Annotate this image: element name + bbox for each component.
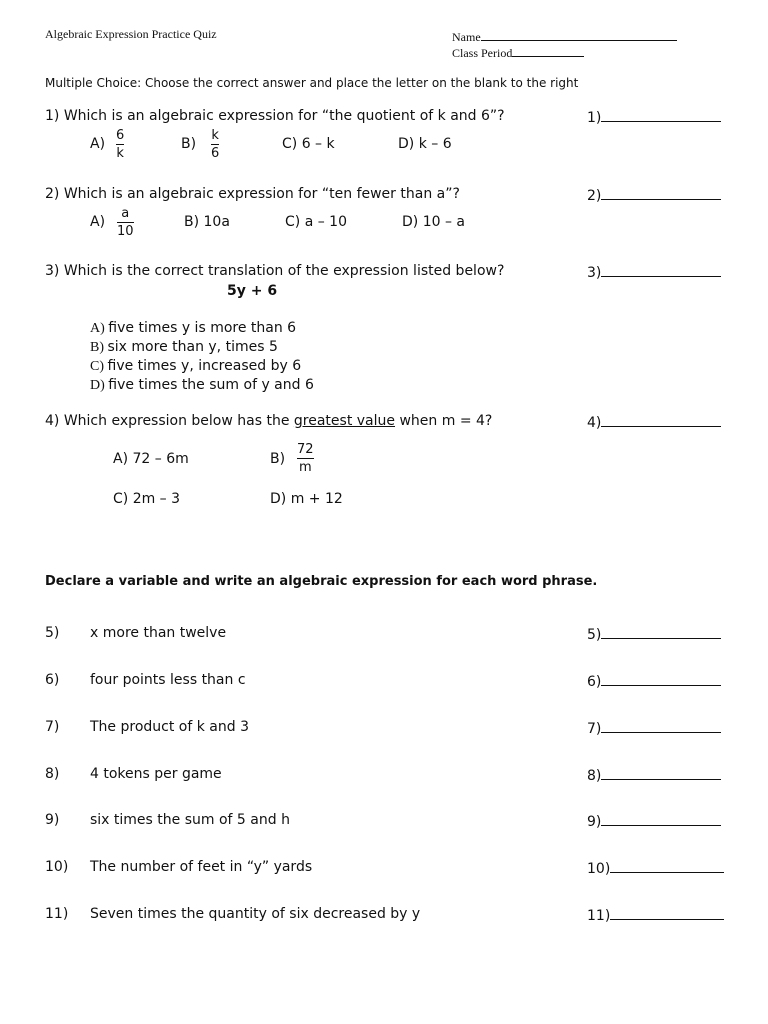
phrase-number: 9) (45, 812, 60, 828)
name-blank[interactable] (481, 27, 677, 41)
phrase-text: 4 tokens per game (90, 766, 222, 782)
phrase-text: x more than twelve (90, 625, 227, 641)
q3-option-a: A) five times y is more than 6 (90, 320, 297, 336)
q3-option-d: D) five times the sum of y and 6 (90, 377, 314, 393)
q3-option-c: C) five times y, increased by 6 (90, 358, 302, 374)
q1-option-d: D) k – 6 (398, 136, 452, 152)
q1-option-b-fraction: k 6 (211, 128, 220, 161)
phrase-number: 11) (45, 906, 69, 922)
answer-blank-3[interactable]: 3) (587, 263, 721, 281)
q1-option-b-letter: B) (181, 136, 197, 152)
q3-option-b: B) six more than y, times 5 (90, 339, 278, 355)
answer-blank[interactable]: 8) (587, 766, 721, 784)
q4-option-d: D) m + 12 (270, 491, 343, 507)
name-label: Name (452, 30, 481, 44)
answer-blank-2[interactable]: 2) (587, 186, 721, 204)
answer-blank[interactable]: 9) (587, 812, 721, 830)
question-4 (45, 413, 492, 429)
question-text-underlined: greatest value (293, 413, 396, 429)
question-3 (45, 263, 504, 279)
phrase-text: four points less than c (90, 672, 246, 688)
q4-option-a: A) 72 – 6m (113, 451, 189, 467)
question-2 (45, 186, 460, 202)
phrase-text: Seven times the quantity of six decreased by y (90, 906, 421, 922)
answer-blank-1[interactable]: 1) (587, 108, 721, 126)
q2-option-d: D) 10 – a (402, 214, 465, 230)
question-text-part2: when m = 4? (395, 413, 493, 429)
phrase-number: 6) (45, 672, 60, 688)
class-period-blank[interactable] (512, 43, 584, 57)
answer-blank[interactable]: 7) (587, 719, 721, 737)
answer-blank[interactable]: 6) (587, 672, 721, 690)
q1-option-a-fraction: 6 k (116, 128, 125, 161)
answer-blank-4[interactable]: 4) (587, 413, 721, 431)
q4-option-c: C) 2m – 3 (113, 491, 181, 507)
q2-option-c: C) a – 10 (285, 214, 347, 230)
q2-option-a-fraction: a 10 (117, 206, 134, 239)
phrase-number: 5) (45, 625, 60, 641)
question-text: Which is the correct translation of the expression listed below? (63, 263, 505, 279)
question-number: 4) (45, 413, 60, 429)
instructions: Multiple Choice: Choose the correct answer and place the letter on the blank to the right (45, 76, 579, 90)
q2-option-b: B) 10a (184, 214, 230, 230)
class-period-label: Class Period (452, 46, 513, 60)
quiz-title: Algebraic Expression Practice Quiz (45, 27, 217, 41)
q1-option-c: C) 6 – k (282, 136, 335, 152)
question-number: 3) (45, 263, 60, 279)
q1-option-a-letter: A) (90, 136, 106, 152)
answer-blank[interactable]: 10) (587, 859, 724, 877)
q3-expression: 5y + 6 (227, 283, 278, 299)
question-text: Which is an algebraic expression for “the quotient of k and 6”? (63, 108, 505, 124)
q2-option-a-letter: A) (90, 214, 106, 230)
q4-option-b-fraction: 72 m (297, 442, 314, 475)
phrase-text: The number of feet in “y” yards (90, 859, 313, 875)
question-text: Which is an algebraic expression for “ten fewer than a”? (63, 186, 460, 202)
answer-blank[interactable]: 11) (587, 906, 724, 924)
phrase-text: The product of k and 3 (90, 719, 249, 735)
question-number: 2) (45, 186, 60, 202)
question-text-part1: Which expression below has the (63, 413, 294, 429)
class-period-row (452, 43, 584, 61)
q4-option-b-letter: B) (270, 451, 286, 467)
question-number: 1) (45, 108, 60, 124)
phrase-number: 8) (45, 766, 60, 782)
phrase-text: six times the sum of 5 and h (90, 812, 290, 828)
phrase-number: 10) (45, 859, 69, 875)
section-heading: Declare a variable and write an algebraic expression for each word phrase. (45, 574, 598, 589)
answer-blank[interactable]: 5) (587, 625, 721, 643)
phrase-number: 7) (45, 719, 60, 735)
question-1 (45, 108, 505, 124)
